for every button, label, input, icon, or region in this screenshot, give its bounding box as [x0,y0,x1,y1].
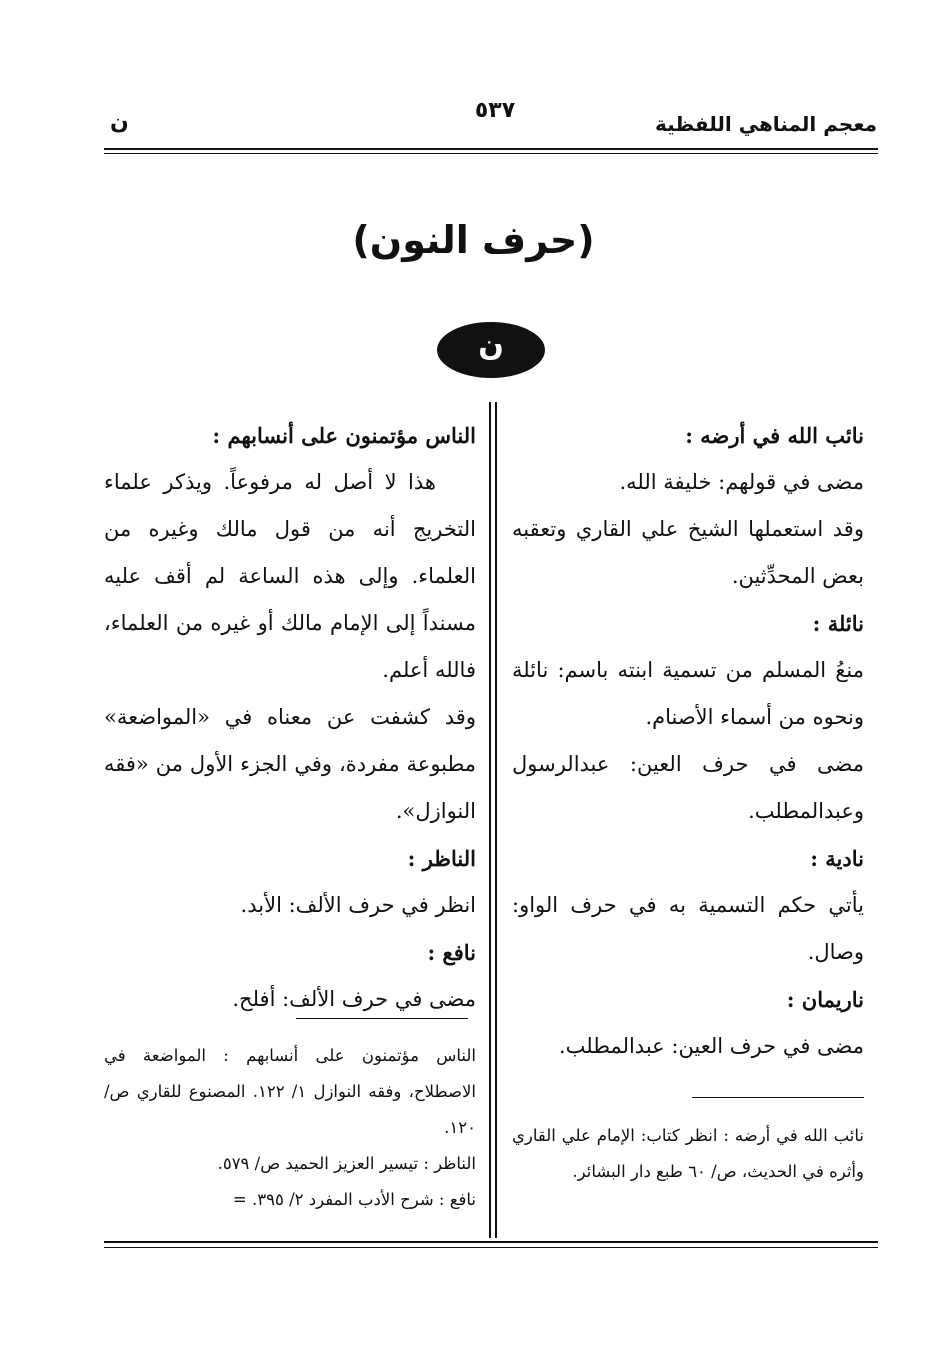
entry-body: انظر في حرف الألف: الأبد. [240,893,476,917]
entry-head: نائلة : [812,611,864,636]
footnote-rule-right [692,1097,864,1098]
entry-head: الناس مؤتمنون على أنسابهم : [212,423,476,448]
entry-body: مضى في قولهم: خليفة الله. وقد استعملها الشيخ علي القاري وتعقبه بعض المحدِّثين. [512,470,864,588]
footnotes-left [104,1038,476,1218]
header-rule-bottom [104,153,878,154]
entry-head: نافع : [427,940,476,965]
entry-head: ناريمان : [786,987,864,1012]
entry-body: مضى في حرف العين: عبدالمطلب. [558,1034,864,1058]
entry-head: الناظر : [407,846,476,871]
chapter-letter: ن [478,328,504,363]
entry-body: هذا لا أصل له مرفوعاً. ويذكر علماء التخريج أنه من قول مالك وغيره من العلماء. وإلى هذه الساعة لم أقف عليه مسنداً إلى الإمام مالك أو غيره من العلماء، فالله أعلم. وقد كشفت عن معناه في «المواضعة» مطبوعة مفردة، وفي الجزء الأول من «فقه النوازل». [104,470,476,823]
footnote-rule-left [296,1018,468,1019]
right-column [512,412,864,1070]
chapter-letter-oval [437,322,545,378]
left-column [104,412,476,1023]
column-divider-left [489,402,491,1238]
chapter-title: (حرف النون) [352,218,595,262]
footnote: نائب الله في أرضه : انظر كتاب: الإمام علي القاري وأثره في الحديث، ص/ ٦٠ طبع دار البشائر. [512,1126,864,1181]
section-letter: ن [110,110,129,135]
page-number: ٥٣٧ [474,98,516,123]
footer-rule-top [104,1241,878,1243]
footnote: نافع : شرح الأدب المفرد ٢/ ٣٩٥. = [232,1190,476,1209]
footnotes-right [512,1118,864,1190]
footnote: الناس مؤتمنون على أنسابهم : المواضعة في الاصطلاح، وفقه النوازل ١/ ١٢٢. المصنوع للقاري ص/ ١٢٠. [104,1046,476,1137]
header-rule-top [104,148,878,150]
entry-body: يأتي حكم التسمية به في حرف الواو: وصال. [512,893,864,964]
entry-head: نائب الله في أرضه : [685,423,864,448]
running-header-title: معجم المناهي اللفظية [655,112,877,136]
entry-body: منعُ المسلم من تسمية ابنته باسم: نائلة ونحوه من أسماء الأصنام. مضى في حرف العين: عبدالرسول وعبدالمطلب. [512,658,864,823]
column-divider-right [495,402,497,1238]
footer-rule-bottom [104,1247,878,1248]
footnote: الناظر : تيسير العزيز الحميد ص/ ٥٧٩. [217,1154,476,1173]
entry-head: نادية : [810,846,864,871]
entry-body: مضى في حرف الألف: أفلح. [232,987,476,1011]
